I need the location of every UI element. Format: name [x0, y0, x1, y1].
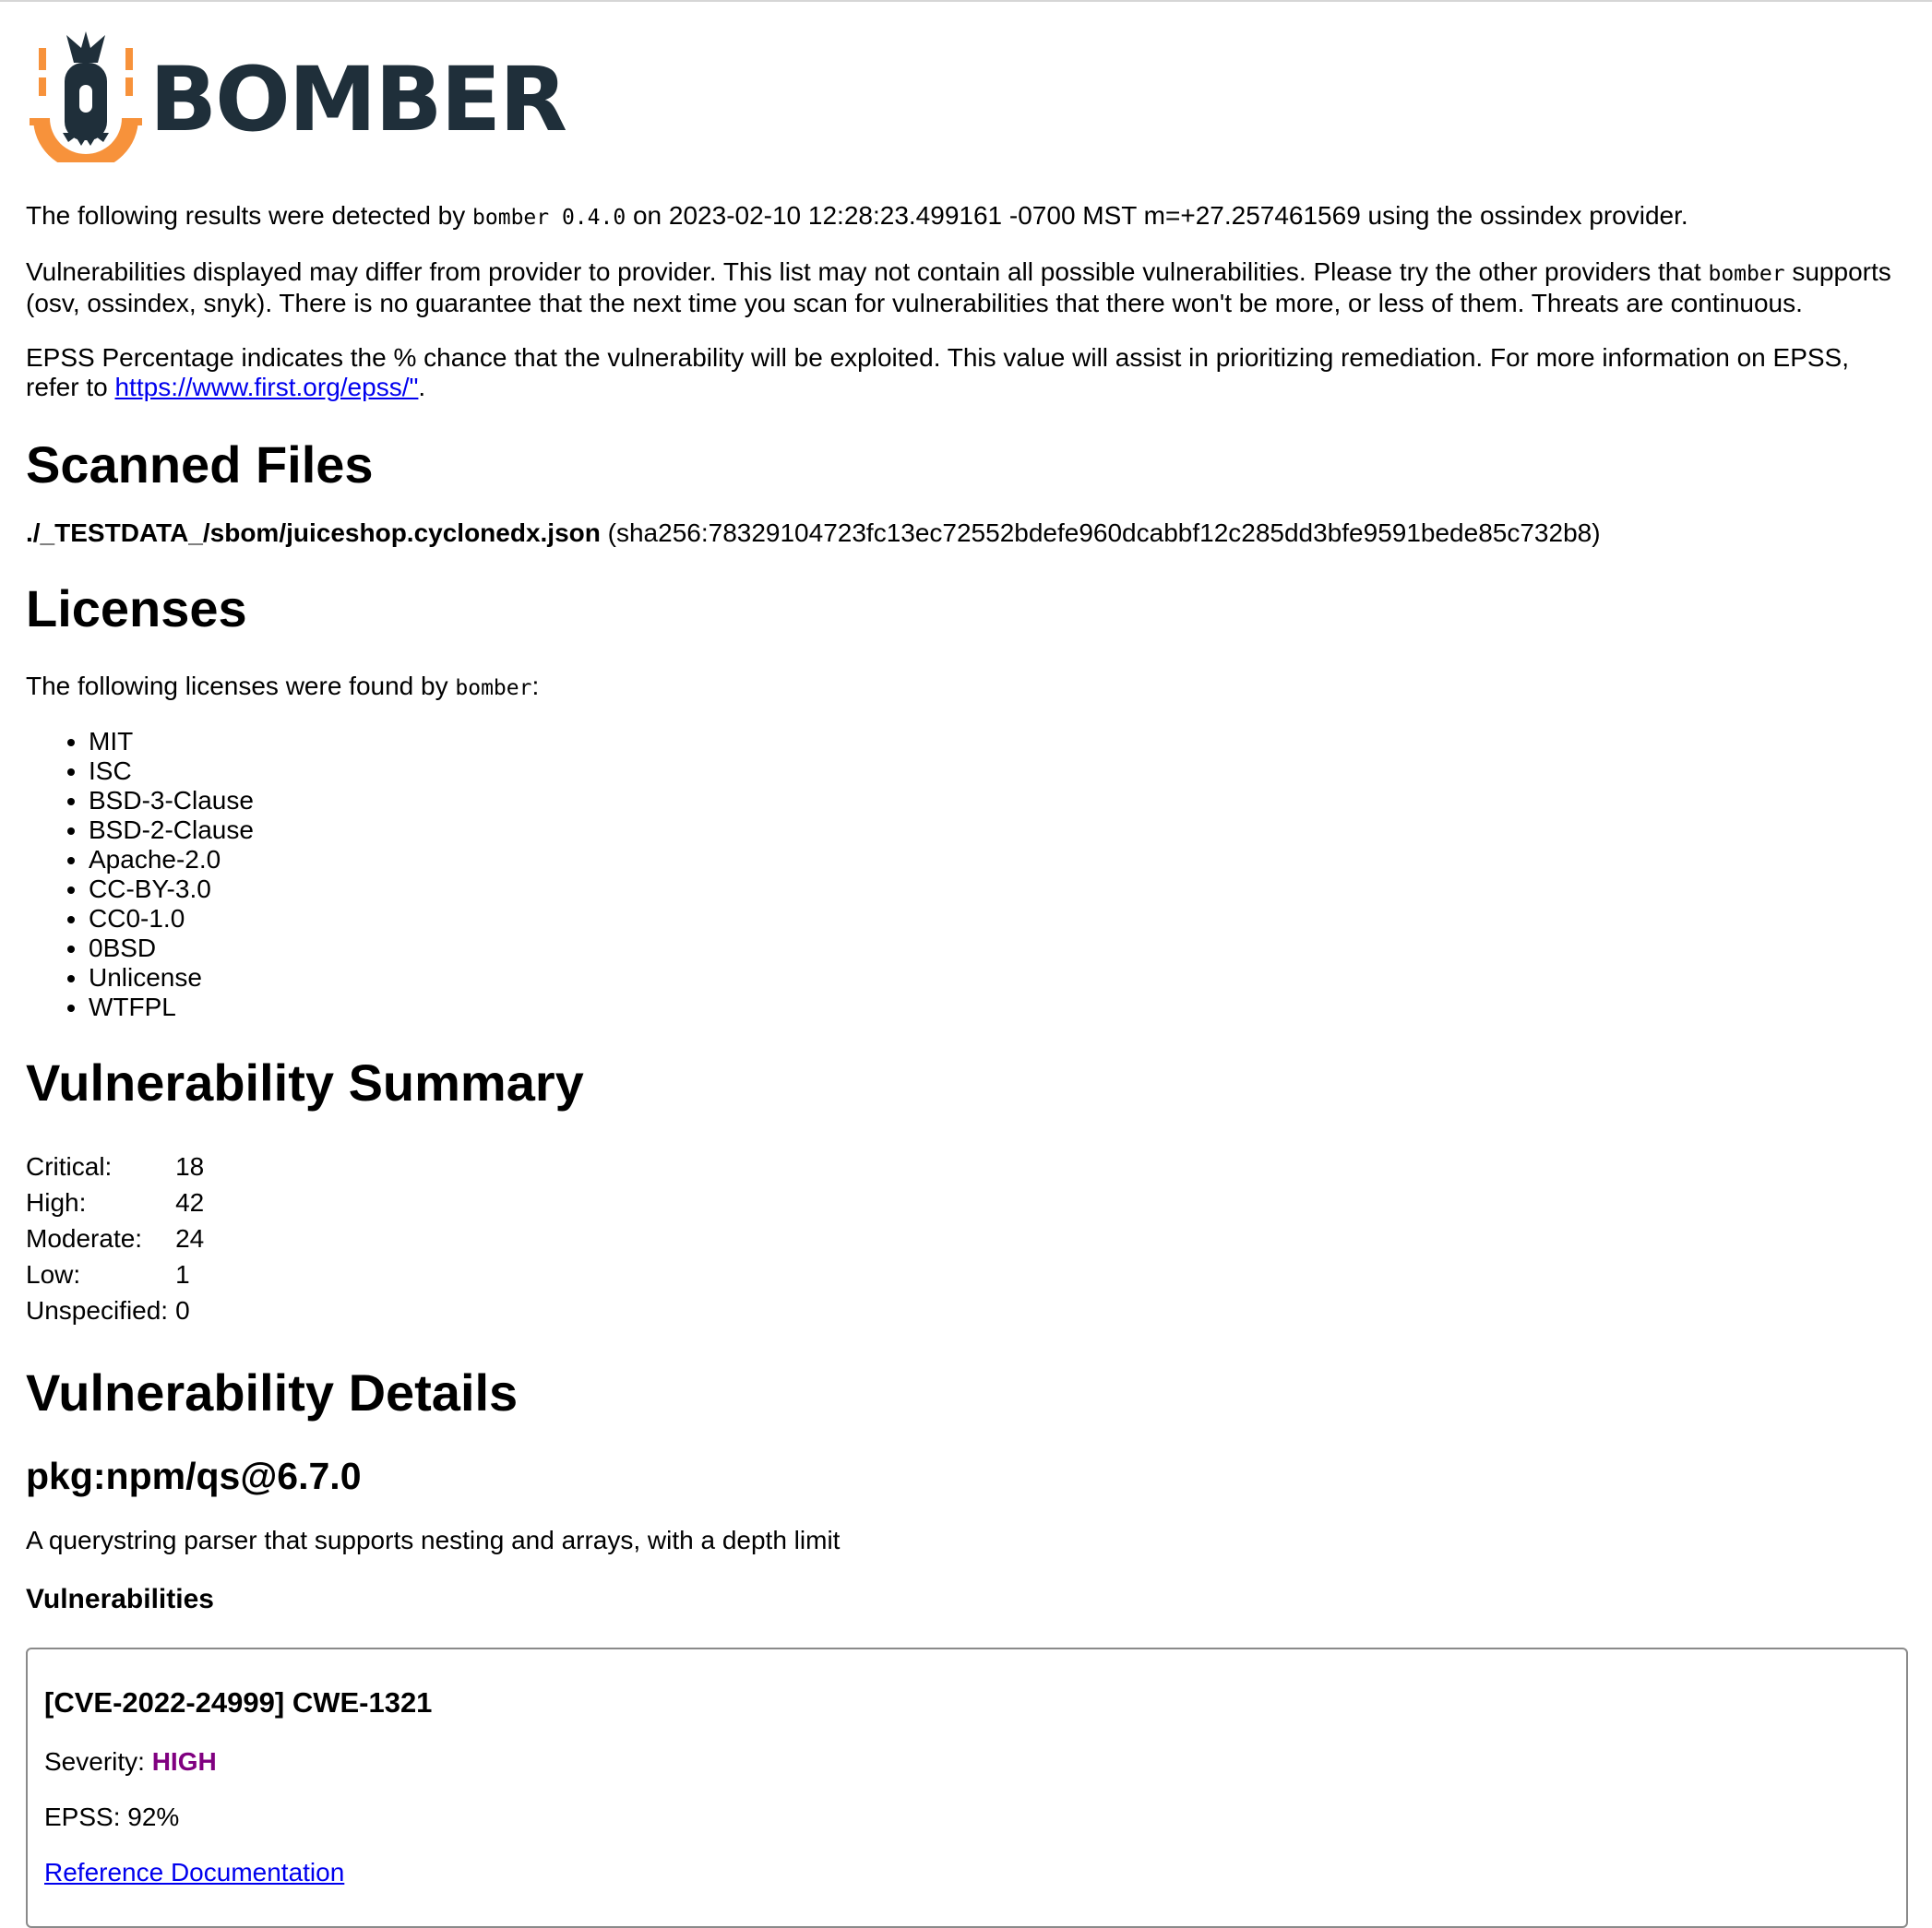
license-item: • Unlicense	[89, 963, 1906, 993]
vulnerability-details-heading: Vulnerability Details	[26, 1363, 519, 1422]
vulnerability-summary-heading: Vulnerability Summary	[26, 1053, 584, 1112]
package-description: A querystring parser that supports nesting and arrays, with a depth limit	[26, 1526, 841, 1554]
summary-count: 42	[175, 1188, 205, 1217]
epss-link[interactable]: https://www.first.org/epss/"	[114, 373, 419, 401]
summary-row-moderate	[26, 1224, 204, 1254]
epss-text: EPSS Percentage indicates the % chance that the vulnerability will be exploited. This value will assist in prioritizing remediation. For more information on EPSS, refer to	[26, 343, 1850, 401]
summary-row-unspecified	[26, 1296, 204, 1326]
summary-row-critical	[26, 1152, 204, 1182]
summary-count: 0	[175, 1296, 190, 1325]
summary-label: Unspecified:	[26, 1296, 169, 1325]
severity-line	[44, 1747, 1890, 1777]
license-item: • ISC	[89, 756, 1906, 786]
summary-row-low	[26, 1260, 204, 1290]
bomber-wordmark: BOMBER	[149, 48, 566, 151]
summary-label: Moderate:	[26, 1224, 143, 1253]
scanned-file-hash: (sha256:78329104723fc13ec72552bdefe960dcabbf12c285dd3bfe9591bede85c732b8)	[600, 518, 1601, 547]
intro-text: on 2023-02-10 12:28:23.499161 -0700 MST m=+27.257461569 using the ossindex provider.	[626, 201, 1688, 230]
vulnerabilities-subheading: Vulnerabilities	[26, 1584, 214, 1614]
license-item: • MIT	[89, 727, 1906, 756]
licenses-intro-text: The following licenses were found by	[26, 672, 456, 700]
bomber-logo	[26, 28, 1906, 164]
license-list	[26, 727, 1906, 1022]
intro-paragraph-epss	[26, 343, 1906, 402]
summary-label: High:	[26, 1188, 87, 1217]
summary-label: Critical:	[26, 1152, 113, 1181]
license-item: • 0BSD	[89, 934, 1906, 963]
intro-paragraph-detected	[26, 201, 1906, 232]
summary-count: 1	[175, 1260, 190, 1289]
intro-text: The following results were detected by	[26, 201, 473, 230]
license-item: • CC-BY-3.0	[89, 875, 1906, 904]
summary-count: 24	[175, 1224, 205, 1253]
vulnerability-card	[26, 1648, 1908, 1928]
severity-label: Severity:	[44, 1747, 152, 1776]
scanned-files-heading: Scanned Files	[26, 435, 374, 494]
summary-table	[22, 1146, 208, 1332]
licenses-intro-text: :	[531, 672, 540, 700]
tool-name-code: bomber	[1708, 262, 1785, 286]
scanned-file-entry	[26, 518, 1906, 548]
license-item: • BSD-2-Clause	[89, 815, 1906, 845]
license-item: • CC0-1.0	[89, 904, 1906, 934]
disclaimer-text: supports (osv, ossindex, snyk). There is no guarantee that the next time you scan for vulnerabilities that there won't be more, or less of them. Threats are continuous.	[26, 257, 1891, 317]
package-heading: pkg:npm/qs@6.7.0	[26, 1455, 362, 1497]
epss-score: EPSS: 92%	[44, 1803, 180, 1831]
bomb-logo-icon	[26, 30, 146, 162]
tool-name-code: bomber	[455, 676, 532, 700]
license-item: • Apache-2.0	[89, 845, 1906, 875]
severity-badge: HIGH	[151, 1747, 217, 1776]
summary-count: 18	[175, 1152, 205, 1181]
epss-text: .	[418, 373, 426, 401]
intro-paragraph-disclaimer	[26, 257, 1906, 318]
reference-documentation-link[interactable]: Reference Documentation	[44, 1858, 345, 1886]
license-item: • BSD-3-Clause	[89, 786, 1906, 815]
tool-version-code: bomber 0.4.0	[472, 206, 626, 230]
report-page	[0, 28, 1932, 1928]
vulnerability-title: [CVE-2022-24999] CWE-1321	[44, 1686, 433, 1719]
summary-label: Low:	[26, 1260, 81, 1289]
summary-row-high	[26, 1188, 204, 1218]
scanned-file-path: ./_TESTDATA_/sbom/juiceshop.cyclonedx.json	[26, 518, 601, 547]
licenses-intro	[26, 672, 1906, 703]
disclaimer-text: Vulnerabilities displayed may differ from provider to provider. This list may not contain all possible vulnerabilities. Please try the other providers that	[26, 257, 1709, 286]
licenses-heading: Licenses	[26, 579, 247, 637]
license-item: • WTFPL	[89, 993, 1906, 1022]
